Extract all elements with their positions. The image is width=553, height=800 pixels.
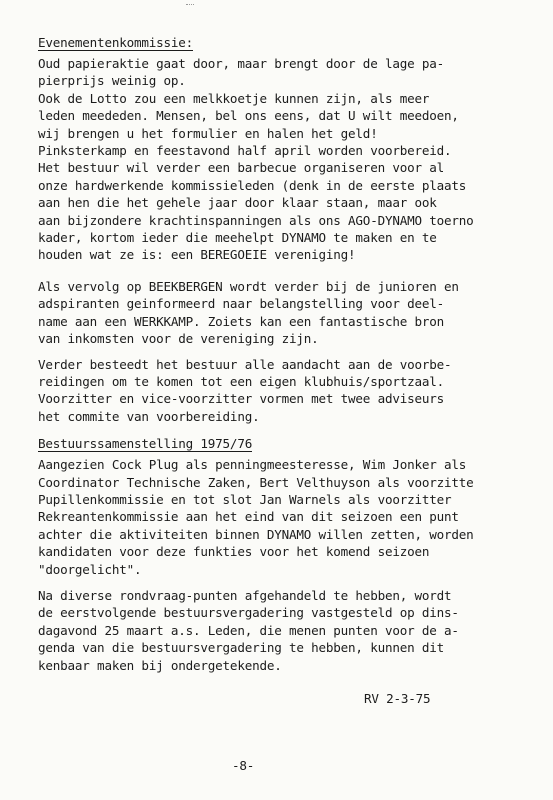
text-line: Voorzitter en vice-voorzitter vormen met twee adviseurs bbox=[38, 391, 445, 407]
text-line: van inkomsten voor de vereniging zijn. bbox=[38, 331, 319, 347]
text-line: wij brengen u het formulier en halen het geld! bbox=[38, 125, 378, 141]
text-line: het commite van voorbereiding. bbox=[38, 408, 260, 424]
paragraph bbox=[38, 587, 549, 674]
text-line: Verder besteedt het bestuur alle aandacht aan de voorbe- bbox=[38, 356, 452, 372]
section-heading: Bestuurssamenstelling 1975/76 bbox=[38, 436, 253, 452]
text-line: Pinksterkamp en feestavond half april worden voorbereid. bbox=[38, 143, 452, 159]
text-line: Pupillenkommissie en tot slot Jan Warnels als voorzitter bbox=[38, 491, 452, 507]
paragraph bbox=[38, 278, 549, 348]
text-line: "doorgelicht". bbox=[38, 561, 142, 577]
text-line: kenbaar maken bij ondergetekende. bbox=[38, 657, 282, 673]
text-line: de eerstvolgende bestuursvergadering vastgesteld op dins- bbox=[38, 605, 459, 621]
text-line: name aan een WERKKAMP. Zoiets kan een fantastische bron bbox=[38, 313, 445, 329]
text-line: pierprijs weinig op. bbox=[38, 73, 186, 89]
text-line: Na diverse rondvraag-punten afgehandeld te hebben, wordt bbox=[38, 587, 452, 603]
section-body bbox=[38, 55, 549, 425]
text-line: reidingen om te komen tot een eigen klubhuis/sportzaal. bbox=[38, 373, 445, 389]
text-line: Aangezien Cock Plug als penningmeesteresse, Wim Jonker als bbox=[38, 457, 467, 473]
text-line: onze hardwerkende kommissieleden (denk in de eerste plaats bbox=[38, 177, 467, 193]
text-line: adspiranten geinformeerd naar belangstelling voor deel- bbox=[38, 296, 445, 312]
paragraph bbox=[38, 356, 549, 426]
paragraph bbox=[38, 456, 549, 578]
text-line: achter die aktiviteiten binnen DYNAMO willen zetten, worden bbox=[38, 526, 474, 542]
text-line: Het bestuur wil verder een barbecue organiseren voor al bbox=[38, 160, 445, 176]
text-line: Coordinator Technische Zaken, Bert Velthuyson als voorzitte bbox=[38, 474, 474, 490]
section-heading: Evenementenkommissie: bbox=[38, 35, 194, 50]
text-line: Oud papieraktie gaat door, maar brengt door de lage pa- bbox=[38, 56, 445, 71]
text-line: aan hen die het gehele jaar door klaar staan, maar ook bbox=[38, 195, 437, 211]
text-line: Rekreantenkommissie aan het eind van dit seizoen een punt bbox=[38, 509, 459, 525]
section-evenementen bbox=[38, 34, 549, 425]
text-line: kandidaten voor deze funkties voor het komend seizoen bbox=[38, 544, 430, 560]
text-line: leden meededen. Mensen, bel ons eens, dat U wilt meedoen, bbox=[38, 108, 459, 124]
text-line: aan bijzondere krachtinspanningen als ons AGO-DYNAMO toerno bbox=[38, 212, 474, 228]
text-line: dagavond 25 maart a.s. Leden, die menen punten voor de a- bbox=[38, 622, 459, 638]
text-line: Als vervolg op BEEKBERGEN wordt verder bij de junioren en bbox=[38, 278, 459, 294]
paper-speck bbox=[186, 4, 194, 8]
text-line: Ook de Lotto zou een melkkoetje kunnen zijn, als meer bbox=[38, 90, 430, 106]
paragraph bbox=[38, 55, 549, 264]
text-line: genda van die bestuursvergadering te hebben, kunnen dit bbox=[38, 640, 445, 656]
text-line: houden wat ze is: een BEREGOEIE vereniging! bbox=[38, 247, 356, 263]
signature-initials-date: RV 2-3-75 bbox=[364, 691, 431, 706]
page-number: -8- bbox=[232, 758, 255, 773]
text-line: kader, kortom ieder die meehelpt DYNAMO te maken en te bbox=[38, 230, 437, 246]
section-body bbox=[38, 456, 549, 674]
section-bestuurssamenstelling bbox=[38, 435, 549, 674]
